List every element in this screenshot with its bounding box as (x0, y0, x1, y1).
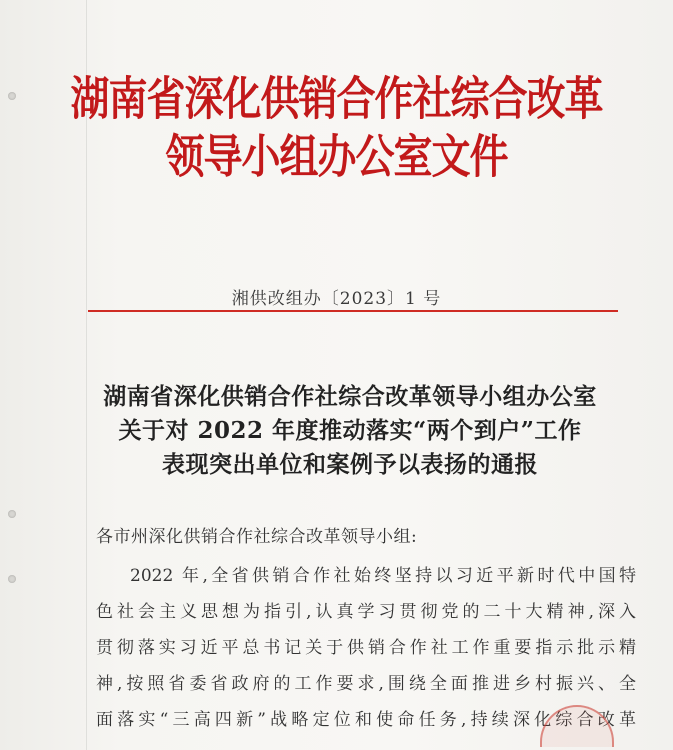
header-line-2: 领导小组办公室文件 (165, 129, 508, 185)
document-header (0, 70, 673, 186)
title-line-3: 表现突出单位和案例予以表扬的通报 (162, 451, 538, 478)
document-title (60, 380, 640, 482)
red-divider-line (88, 310, 618, 312)
body-line: 面落实“三高四新”战略定位和使命任务,持续深化综合改革 (96, 710, 636, 730)
salutation: 各市州深化供销合作社综合改革领导小组: (96, 527, 418, 547)
body-line: 色社会主义思想为指引,认真学习贯彻党的二十大精神,深入 (96, 602, 636, 622)
body-line: 贯彻落实习近平总书记关于供销合作社工作重要指示批示精 (96, 638, 636, 658)
body-line: 神,按照省委省政府的工作要求,围绕全面推进乡村振兴、全 (96, 674, 636, 694)
punch-hole (8, 575, 16, 583)
document-number: 湘供改组办〔2023〕1 号 (231, 289, 442, 309)
punch-hole (8, 510, 16, 518)
body-line: 2022 年,全省供销合作社始终坚持以习近平新时代中国特 (130, 566, 636, 586)
header-line-1: 湖南省深化供销合作社综合改革 (70, 71, 603, 127)
title-line-2: 关于对 2022 年度推动落实“两个到户”工作 (118, 417, 582, 444)
title-line-1: 湖南省深化供销合作社综合改革领导小组办公室 (103, 383, 597, 410)
